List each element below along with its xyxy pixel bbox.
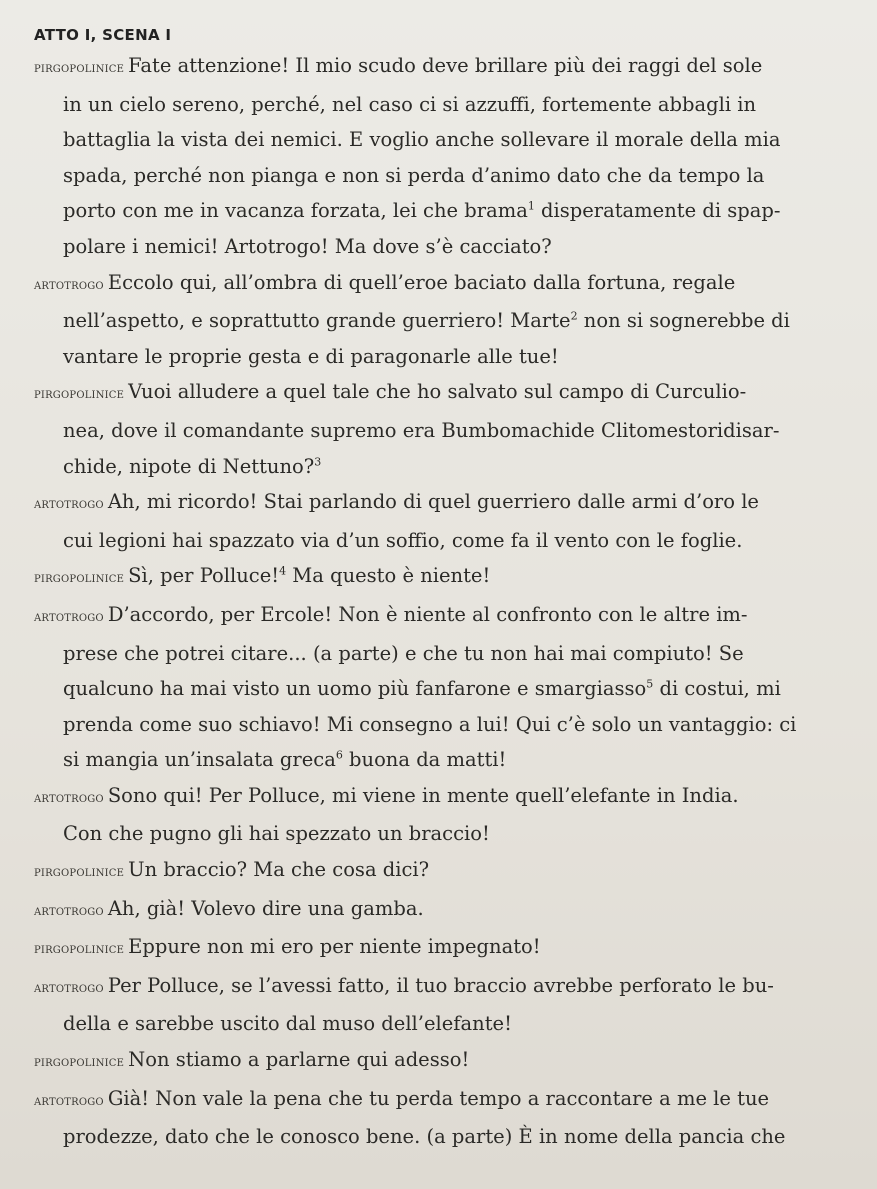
dialogue-line	[34, 484, 853, 523]
scene-heading: ATTO I, SCENA I	[34, 26, 172, 44]
dialogue-line	[34, 1042, 853, 1081]
line-text: prodezze, dato che le conosco bene. (a parte) È in nome della pancia che	[63, 1125, 786, 1149]
line-text: Sì, per Polluce!	[128, 564, 280, 588]
footnote-ref: 6	[335, 748, 343, 762]
speaker-label: artotrogo	[34, 608, 104, 625]
line-text: vantare le proprie gesta e di paragonarle alle tue!	[63, 344, 559, 368]
dialogue-line	[34, 449, 853, 485]
dialogue-line	[34, 816, 853, 852]
line-text: Già! Non vale la pena che tu perda tempo a raccontare a me le tue	[107, 1086, 770, 1110]
footnote-ref: 4	[279, 564, 287, 578]
dialogue-line	[34, 122, 853, 158]
dialogue-line	[34, 523, 853, 559]
dialogue-line	[34, 265, 853, 304]
footnote-ref: 1	[527, 199, 535, 213]
line-text: non si sognerebbe di	[577, 309, 790, 333]
speaker-label: pirgopolinice	[34, 864, 125, 881]
line-text: in un cielo sereno, perché, nel caso ci si azzuffi, fortemente abbagli in	[63, 92, 757, 116]
footnote-ref: 3	[314, 455, 322, 469]
dialogue-line	[34, 597, 853, 636]
line-text: Non stiamo a parlarne qui adesso!	[128, 1048, 470, 1072]
speaker-label: pirgopolinice	[34, 1054, 125, 1071]
dialogue-line	[34, 891, 853, 930]
line-text: Per Polluce, se l’avessi fatto, il tuo braccio avrebbe perforato le bu-	[107, 973, 774, 997]
speaker-label: pirgopolinice	[34, 60, 125, 76]
line-text: si mangia un’insalata greca	[63, 748, 336, 772]
line-text: Vuoi alludere a quel tale che ho salvato sul campo di Curculio-	[128, 380, 747, 404]
speaker-label: pirgopolinice	[34, 570, 125, 587]
line-text: Ah, mi ricordo! Stai parlando di quel guerriero dalle armi d’oro le	[107, 490, 759, 514]
line-text: Sono qui! Per Polluce, mi viene in mente quell’elefante in India.	[107, 783, 739, 807]
line-text: nea, dove il comandante supremo era Bumbomachide Clitomestoridisar-	[63, 418, 780, 442]
dialogue-line	[34, 339, 853, 375]
dialogue-line	[34, 193, 853, 229]
line-text: Eppure non mi ero per niente impegnato!	[128, 935, 541, 959]
dialogue-line	[34, 229, 853, 265]
dialogue-line	[34, 158, 853, 194]
line-text: porto con me in vacanza forzata, lei che brama	[63, 199, 528, 223]
line-text: Un braccio? Ma che cosa dici?	[128, 858, 430, 882]
dialogue-line	[34, 707, 853, 743]
dialogue-line	[34, 48, 853, 87]
line-text: disperatamente di spap-	[534, 199, 781, 223]
dialogue-line	[34, 1081, 853, 1120]
line-text: qualcuno ha mai visto un uomo più fanfarone e smargiasso	[63, 677, 647, 701]
line-text: prese che potrei citare... (a parte) e che tu non hai mai compiuto! Se	[63, 641, 744, 665]
dialogue-line	[34, 87, 853, 123]
line-text: della e sarebbe uscito dal muso dell’elefante!	[63, 1012, 512, 1036]
line-text: Eccolo qui, all’ombra di quell’eroe baciato dalla fortuna, regale	[107, 270, 736, 294]
line-text: spada, perché non pianga e non si perda d’animo dato che da tempo la	[63, 163, 765, 187]
line-text: nell’aspetto, e soprattutto grande guerriero! Marte	[63, 309, 571, 333]
dialogue-line	[34, 1006, 853, 1042]
line-text: cui legioni hai spazzato via d’un soffio, come fa il vento con le foglie.	[63, 528, 743, 552]
dialogue-line	[34, 303, 853, 339]
speaker-label: artotrogo	[34, 496, 104, 513]
speaker-label: artotrogo	[34, 979, 104, 996]
line-text: battaglia la vista dei nemici. E voglio anche sollevare il morale della mia	[63, 128, 781, 152]
line-text: prenda come suo schiavo! Mi consegno a lui! Qui c’è solo un vantaggio: ci	[63, 712, 797, 736]
speaker-label: artotrogo	[34, 1092, 104, 1109]
line-text: Ah, già! Volevo dire una gamba.	[107, 896, 424, 920]
dialogue-line	[34, 929, 853, 968]
line-text: polare i nemici! Artotrogo! Ma dove s’è cacciato?	[63, 234, 552, 258]
line-text: Ma questo è niente!	[286, 564, 491, 588]
dialogue-line	[34, 558, 853, 597]
line-text: buona da matti!	[342, 748, 507, 772]
line-text: di costui, mi	[653, 677, 781, 701]
speaker-label: pirgopolinice	[34, 941, 125, 958]
dialogue-line	[34, 636, 853, 672]
speaker-label: artotrogo	[34, 276, 104, 293]
dialogue-line	[34, 852, 853, 891]
speaker-label: artotrogo	[34, 789, 104, 806]
dialogue-line	[34, 413, 853, 449]
speaker-label: artotrogo	[34, 902, 104, 919]
dialogue-line	[34, 374, 853, 413]
dialogue-line	[34, 671, 853, 707]
line-text: D’accordo, per Ercole! Non è niente al confronto con le altre im-	[107, 602, 748, 626]
speaker-label: pirgopolinice	[34, 386, 125, 403]
dialogue-line	[34, 1119, 853, 1155]
dialogue-line	[34, 778, 853, 817]
dialogue-line	[34, 742, 853, 778]
dialogue-line	[34, 968, 853, 1007]
footnote-ref: 2	[570, 309, 578, 323]
line-text: Fate attenzione! Il mio scudo deve brillare più dei raggi del sole	[128, 54, 763, 77]
line-text: chide, nipote di Nettuno?	[63, 454, 315, 478]
line-text: Con che pugno gli hai spezzato un braccio!	[63, 822, 490, 846]
footnote-ref: 5	[646, 677, 654, 691]
